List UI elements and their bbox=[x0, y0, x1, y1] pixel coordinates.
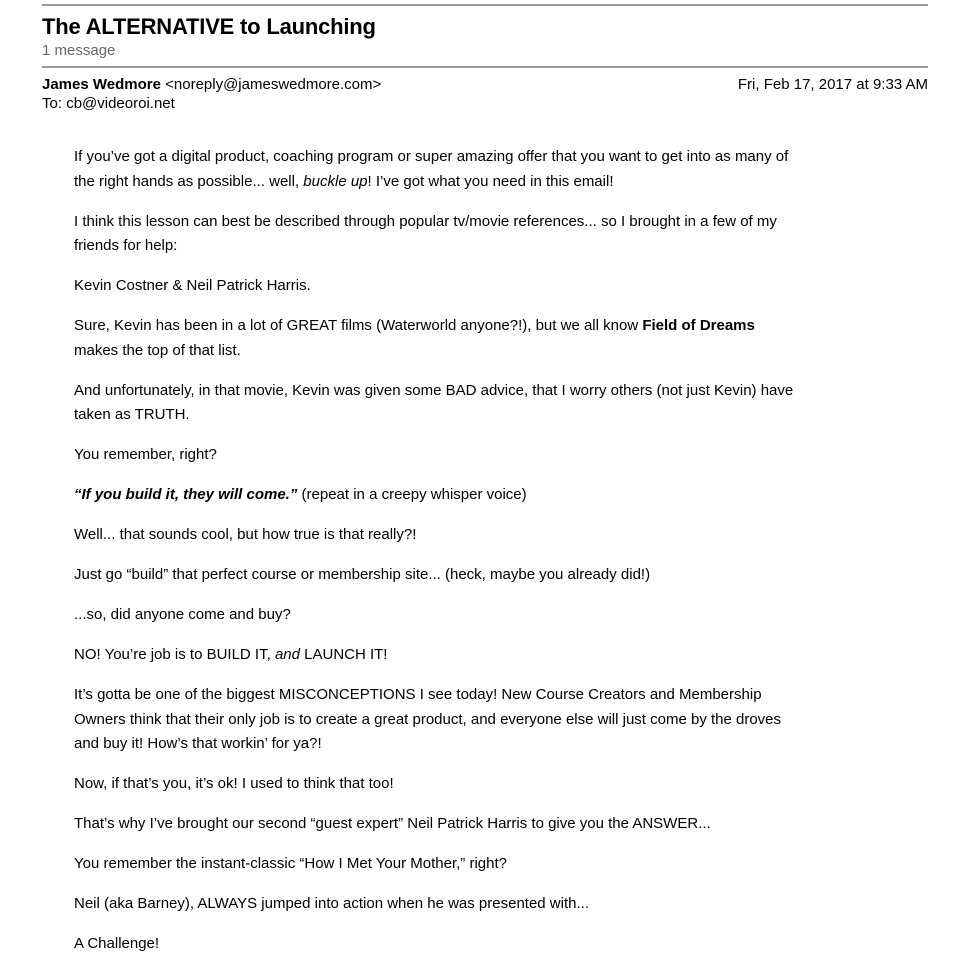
paragraph: Just go “build” that perfect course or membership site... (heck, maybe you already did!) bbox=[74, 566, 651, 583]
emphasis: and bbox=[274, 646, 300, 663]
paragraph: That’s why I’ve brought our second “guest expert” Neil Patrick Harris to give you the ANSWER... bbox=[74, 815, 711, 832]
paragraph: ...so, did anyone come and buy? bbox=[74, 606, 291, 623]
text: If you’ve got a digital product, coaching program or super amazing offer that you want to get into as many of the right hands as possible... well, bbox=[74, 148, 789, 190]
bold-text: Field of Dreams bbox=[642, 317, 755, 334]
paragraph: Well... that sounds cool, but how true is that really?! bbox=[74, 526, 417, 543]
paragraph: A Challenge! bbox=[74, 935, 160, 952]
paragraph bbox=[74, 314, 794, 363]
header-divider bbox=[42, 66, 928, 68]
paragraph: I think this lesson can best be described through popular tv/movie references... so I brought in a few of my friends for help: bbox=[74, 212, 777, 254]
text: makes the top of that list. bbox=[74, 341, 241, 359]
paragraph: You remember the instant-classic “How I Met Your Mother,” right? bbox=[74, 855, 507, 872]
email-date: Fri, Feb 17, 2017 at 9:33 AM bbox=[737, 76, 928, 93]
paragraph: It’s gotta be one of the biggest MISCONCEPTIONS I see today! New Course Creators and Membership Owners think that their only job is to create a great product, and everyone else will just come by the droves and buy it! How’s that workin’ for ya?! bbox=[74, 686, 782, 752]
top-divider bbox=[42, 4, 928, 6]
paragraph bbox=[74, 643, 794, 668]
sender-line bbox=[42, 75, 381, 94]
paragraph: And unfortunately, in that movie, Kevin was given some BAD advice, that I worry others (not just Kevin) have taken as TRUTH. bbox=[74, 381, 794, 423]
sender-email: <noreply@jameswedmore.com> bbox=[165, 76, 382, 93]
text: Sure, Kevin has been in a lot of GREAT films (Waterworld anyone?!), but we all know bbox=[74, 317, 643, 334]
text: (repeat in a creepy whisper voice) bbox=[297, 486, 527, 503]
paragraph: Neil (aka Barney), ALWAYS jumped into action when he was presented with... bbox=[74, 895, 589, 912]
email-subject: The ALTERNATIVE to Launching bbox=[42, 14, 376, 39]
paragraph: You remember, right? bbox=[74, 446, 217, 463]
paragraph: Kevin Costner & Neil Patrick Harris. bbox=[74, 277, 311, 294]
text: LAUNCH IT! bbox=[299, 646, 388, 663]
text: NO! You’re job is to BUILD IT, bbox=[74, 646, 275, 663]
emphasis: buckle up bbox=[303, 172, 368, 190]
to-label: To: bbox=[42, 95, 63, 112]
email-body bbox=[74, 145, 794, 957]
paragraph bbox=[74, 145, 794, 194]
quote: “If you build it, they will come.” bbox=[74, 486, 298, 503]
paragraph bbox=[74, 483, 794, 508]
email-view bbox=[42, 0, 928, 972]
text: ! I’ve got what you need in this email! bbox=[367, 172, 614, 190]
sender-name: James Wedmore bbox=[42, 76, 161, 93]
email-header bbox=[42, 75, 928, 94]
recipient-line bbox=[42, 94, 928, 113]
paragraph: Now, if that’s you, it’s ok! I used to think that too! bbox=[74, 775, 394, 792]
message-count: 1 message bbox=[42, 42, 116, 59]
recipient-address: cb@videoroi.net bbox=[66, 95, 175, 112]
